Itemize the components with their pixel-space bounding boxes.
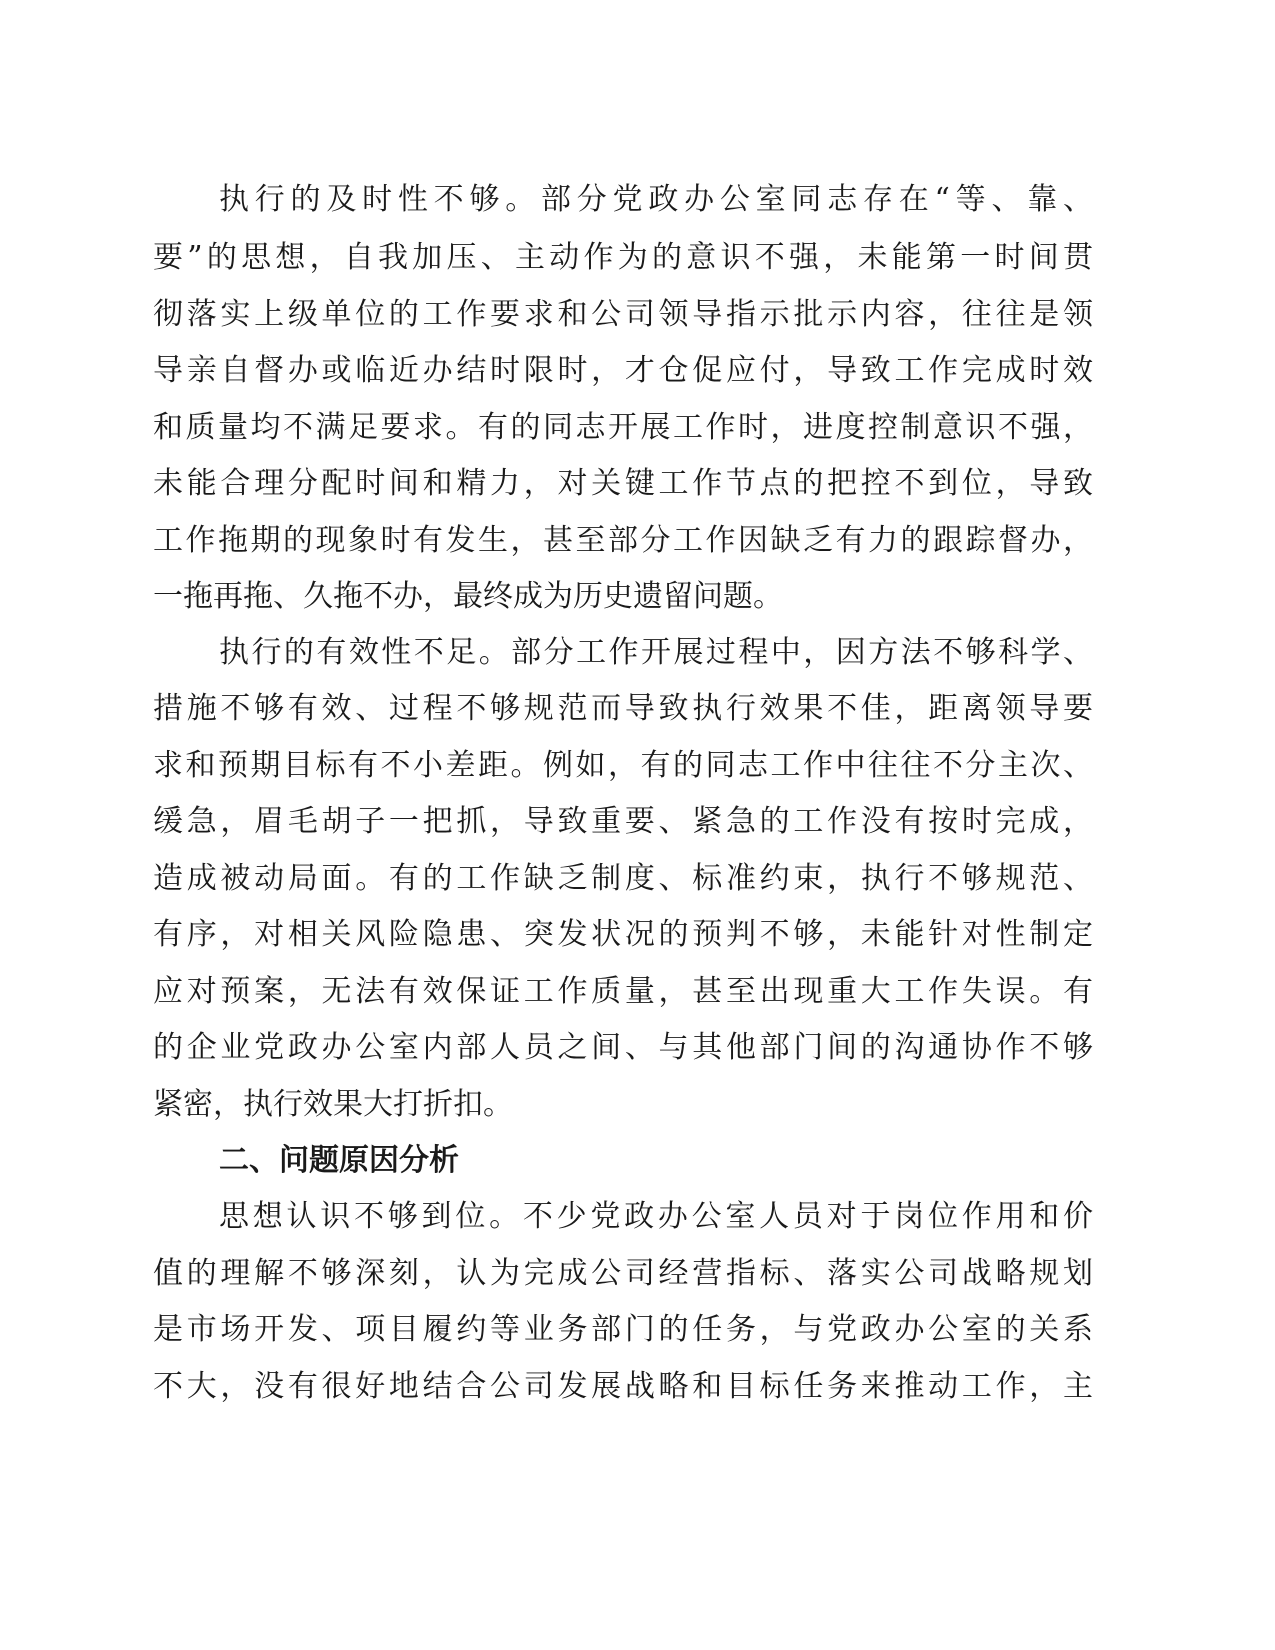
paragraph-2-line-9: 紧密，执行效果大打折扣。 <box>153 1087 513 1122</box>
paragraph-3-line-2: 值的理解不够深刻，认为完成公司经营指标、落实公司战略规划 <box>153 1256 1093 1291</box>
paragraph-3-line-1: 思想认识不够到位。不少党政办公室人员对于岗位作用和价 <box>219 1199 1093 1234</box>
paragraph-1-line-1: 执行的及时性不够。部分党政办公室同志存在“等、靠、 <box>219 182 1093 217</box>
paragraph-1-line-7: 工作拖期的现象时有发生，甚至部分工作因缺乏有力的跟踪督办， <box>153 523 1093 558</box>
paragraph-2-line-2: 措施不够有效、过程不够规范而导致执行效果不佳，距离领导要 <box>153 691 1093 726</box>
paragraph-1-line-5: 和质量均不满足要求。有的同志开展工作时，进度控制意识不强， <box>153 410 1093 445</box>
paragraph-3-line-3: 是市场开发、项目履约等业务部门的任务，与党政办公室的关系 <box>153 1312 1093 1347</box>
paragraph-3-line-4: 不大，没有很好地结合公司发展战略和目标任务来推动工作，主 <box>153 1369 1093 1404</box>
paragraph-1-line-4: 导亲自督办或临近办结时限时，才仓促应付，导致工作完成时效 <box>153 353 1093 388</box>
paragraph-1-line-6: 未能合理分配时间和精力，对关键工作节点的把控不到位，导致 <box>153 466 1093 501</box>
paragraph-1-line-8: 一拖再拖、久拖不办，最终成为历史遗留问题。 <box>153 579 783 614</box>
paragraph-2-line-6: 有序，对相关风险隐患、突发状况的预判不够，未能针对性制定 <box>153 917 1093 952</box>
paragraph-1-line-2: 要”的思想，自我加压、主动作为的意识不强，未能第一时间贯 <box>153 240 1093 275</box>
section-heading: 二、问题原因分析 <box>219 1143 459 1178</box>
paragraph-2-line-3: 求和预期目标有不小差距。例如，有的同志工作中往往不分主次、 <box>153 748 1093 783</box>
paragraph-2-line-1: 执行的有效性不足。部分工作开展过程中，因方法不够科学、 <box>219 635 1093 670</box>
paragraph-2-line-7: 应对预案，无法有效保证工作质量，甚至出现重大工作失误。有 <box>153 974 1093 1009</box>
paragraph-2-line-5: 造成被动局面。有的工作缺乏制度、标准约束，执行不够规范、 <box>153 861 1093 896</box>
paragraph-2-line-8: 的企业党政办公室内部人员之间、与其他部门间的沟通协作不够 <box>153 1030 1093 1065</box>
paragraph-2-line-4: 缓急，眉毛胡子一把抓，导致重要、紧急的工作没有按时完成， <box>153 804 1093 839</box>
paragraph-1-line-3: 彻落实上级单位的工作要求和公司领导指示批示内容，往往是领 <box>153 297 1093 332</box>
